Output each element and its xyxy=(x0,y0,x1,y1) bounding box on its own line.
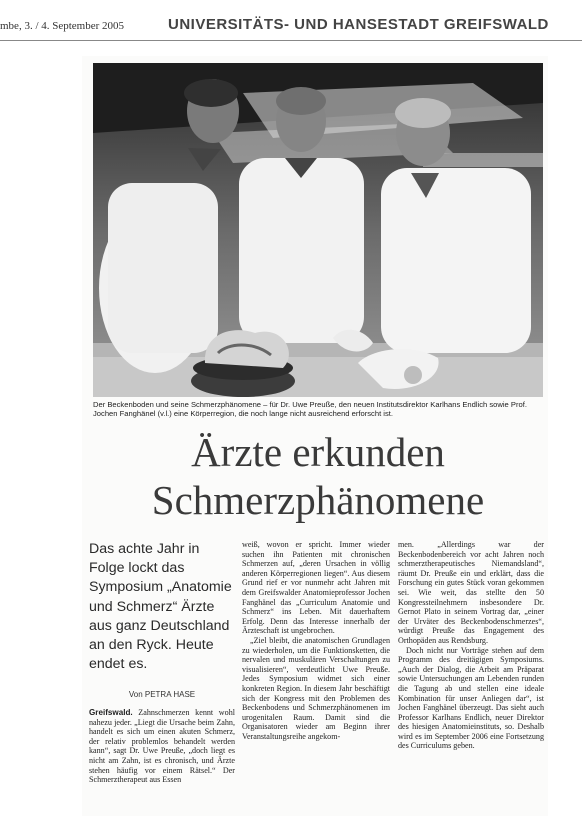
dateline: Greifswald. xyxy=(89,708,133,717)
article-column-1 xyxy=(89,708,235,785)
paragraph: „Ziel bleibt, die anatomischen Grundlagen zu wiederholen, um die Funktionsketten, die nervalen und muskulären Verschaltungen zu visualisieren“, verdeutlicht Uwe Preuße. Jedes Symposium widmet sich einer konkreten Region. In diesem Jahr beschäftigt sich der Kongress mit den Problemen des Beckenbodens und Schmerzphänomenen im urogenitalen Raum. Damit sind die Organisatoren wieder am Beginn ihrer Veranstaltungsreihe angekom- xyxy=(242,635,390,741)
byline: Von PETRA HASE xyxy=(128,690,196,699)
section-title: UNIVERSITÄTS- UND HANSESTADT GREIFSWALD xyxy=(168,16,549,33)
photo-caption: Der Beckenboden und seine Schmerzphänomene – für Dr. Uwe Preuße, den neuen Institutsdirektor Karlhans Endlich sowie Prof. Jochen Fanghänel (v.l.) eine Körperregion, die noch lange nicht ausreichend erforscht ist. xyxy=(93,400,527,419)
masthead xyxy=(0,0,582,42)
issue-date: mbe, 3. / 4. September 2005 xyxy=(0,20,125,32)
paragraph: Doch nicht nur Vorträge stehen auf dem Programm des dreitägigen Symposiums. „Auch der Dialog, die Arbeit am Präparat sowie Untersuchungen am Lebenden runden die Tagung ab und stellen eine ideale Kombination für unser Anliegen dar“, ist Jochen Fanghänel überzeugt. Das sieht auch Professor Karlhans Endlich, neuer Direktor des hiesigen Anatomieinstituts, so. Deshalb wird es im September 2006 eine Fortsetzung des Curriculums geben. xyxy=(398,645,544,751)
paragraph-text: Zahnschmerzen kennt wohl nahezu jeder. „Liegt die Ursache beim Zahn, handelt es sich um einen akuten Schmerz, der relativ problemlos behandelt werden kann“, sagt Dr. Uwe Preuße, „doch liegt es nicht am Zahn, ist es chronisch, und Ärzte stehen häufig vor einem Rätsel.“ Der Schmerztherapeut aus Essen xyxy=(89,708,235,785)
article-column-3 xyxy=(398,540,544,751)
article-column-2 xyxy=(242,540,390,741)
headline-line-1: Ärzte erkunden xyxy=(191,429,445,475)
paragraph xyxy=(89,708,235,785)
headline xyxy=(93,428,543,524)
lead-paragraph: Das achte Jahr in Folge lockt das Symposium „Anatomie und Schmerz“ Ärzte aus ganz Deutschland an den Ryck. Heute endet es. xyxy=(89,541,232,673)
paragraph: men. „Allerdings war der Beckenbodenbereich vor acht Jahren noch schmerztherapeutisches Niemandsland“, räumt Dr. Preuße ein und erklärt, dass die Forschung ein gutes Stück voran gekommen sei. Wie weit, das stellte den 50 Kongressteilnehmern insbesondere Dr. Gernot Plato in seinem Vortrag dar, „einer der Urväter des Beckenbodenschmerzes“, würdigt Preuße das Engagement des Orthopäden aus Rendsburg. xyxy=(398,540,544,645)
masthead-rule xyxy=(0,40,582,41)
paragraph: weiß, wovon er spricht. Immer wieder suchen ihn Patienten mit chronischen Schmerzen auf, „deren Ursachen in völlig anderen Körperregionen liegen“. Aus diesem Grund rief er vor nunmehr acht Jahren mit dem Greifswalder Anatomieprofessor Jochen Fanghänel das „Curriculum Anatomie und Schmerz“ ins Leben. Mit dauerhaftem Erfolg. Denn das Interesse innerhalb der Ärzteschaft ist ungebrochen. xyxy=(242,540,390,636)
article-photo xyxy=(93,63,543,397)
headline-line-2: Schmerzphänomene xyxy=(151,477,485,523)
